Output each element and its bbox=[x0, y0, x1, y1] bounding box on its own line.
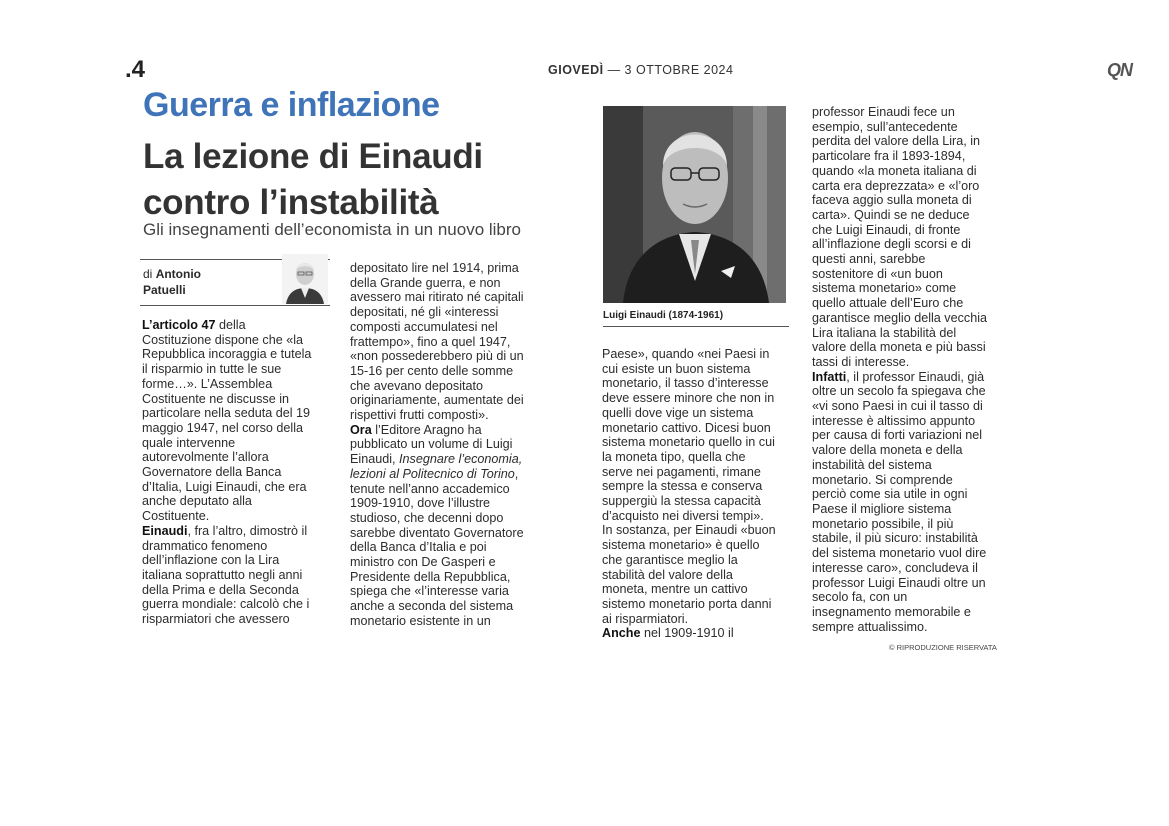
dateline-day: GIOVEDÌ bbox=[548, 63, 604, 77]
col1-text-1: della Costituzione dispone che «la Repubblica incoraggia e tutela il risparmio in tutte le sue forme…». L’Assemblea Costituente ne discusse in particolare nella seduta del 19 maggio 1947, nel corso della quale intervenne autorevolmente l’allora Governatore della Banca d’Italia, Luigi Einaudi, che era anche deputato alla Costituente. bbox=[142, 318, 312, 524]
col4-text-1: professor Einaudi fece un esempio, sull’antecedente perdita del valore della Lira, in particolare fra il 1893-1894, quando «la moneta italiana di carta era deprezzata» e «l’oro faceva aggio sulla moneta di carta». Quindi se ne deduce che Luigi Einaudi, di fronte all’inflazione degli scorsi e di questi anni, sarebbe sostenitore di «un buon sistema monetario» come quello attuale dell’Euro che garantisce meglio della vecchia Lira italiana la stabilità del valore della moneta e più bassi tassi di interesse. bbox=[812, 105, 988, 369]
headline-line-2: contro l’instabilità bbox=[143, 183, 439, 222]
col2-lead: Ora bbox=[350, 422, 372, 437]
article-column-1 bbox=[142, 318, 328, 627]
col1-lead-2: Einaudi bbox=[142, 523, 188, 538]
headline bbox=[143, 134, 583, 226]
kicker: Guerra e inflazione bbox=[143, 86, 440, 124]
col2-text-3: , tenute nell’anno accademico 1909-1910, dove l’illustre studioso, che decenni dopo sarebbe diventato Governatore della Banca d’Italia e poi ministro con De Gasperi e Presidente della Repubblica, spiega che «l’interesse varia anche a seconda del sistema monetario esistente in un bbox=[350, 466, 524, 628]
copyright-notice: © RIPRODUZIONE RISERVATA bbox=[889, 643, 997, 652]
subheadline: Gli insegnamenti dell’economista in un nuovo libro bbox=[143, 220, 521, 239]
col2-book-title: Insegnare l’economia, lezioni al Politecnico di Torino bbox=[350, 452, 523, 481]
col3-lead: Anche bbox=[602, 626, 641, 641]
einaudi-portrait-photo bbox=[603, 106, 786, 303]
dateline bbox=[548, 63, 733, 77]
col2-text-1: depositato lire nel 1914, prima della Grande guerra, e non avessero mai ritirato né capitali depositati, né gli «interessi composti accumulatesi nel frattempo», fino a quel 1947, «non possederebbero più di un 15-16 per cento delle somme che avevano depositato originariamente, aumentate dei rispettivi frutti composti». bbox=[350, 261, 524, 423]
byline-prefix: di bbox=[143, 267, 153, 281]
headline-line-1: La lezione di Einaudi bbox=[143, 137, 483, 176]
photo-caption: Luigi Einaudi (1874-1961) bbox=[603, 310, 724, 321]
col4-lead: Infatti bbox=[812, 369, 847, 384]
article-column-4 bbox=[812, 105, 1007, 634]
byline-first-name: Antonio bbox=[155, 267, 202, 281]
article-column-2 bbox=[350, 261, 540, 629]
col1-lead: L’articolo 47 bbox=[142, 318, 216, 332]
col1-text-2: , fra l’altro, dimostrò il drammatico fenomeno dell’inflazione con la Lira italiana soprattutto negli anni della Prima e della Seconda guerra mondiale: calcolò che i risparmiatori che avessero bbox=[142, 523, 310, 627]
byline bbox=[143, 266, 201, 298]
dateline-date: — 3 OTTOBRE 2024 bbox=[607, 63, 734, 77]
col3-text-2: nel 1909-1910 il bbox=[640, 626, 734, 641]
author-photo bbox=[282, 254, 328, 304]
page-number: .4 bbox=[125, 56, 146, 83]
newspaper-logo: QN bbox=[1107, 60, 1132, 80]
caption-rule bbox=[603, 326, 789, 327]
article-column-3 bbox=[602, 347, 792, 641]
col3-text-1: Paese», quando «nei Paesi in cui esiste un buon sistema monetario, il tasso d’interesse deve essere minore che non in quelli dove vige un sistema monetario cattivo. Dicesi buon sistema monetario quello in cui la moneta tipo, quella che serve nei pagamenti, rimane sempre la stessa e conserva suppergiù la stessa capacità d’acquisto nei diversi tempi». In sostanza, per Einaudi «buon sistema monetario» è quello che garantisce meglio la stabilità del valore della moneta, mentre un cattivo sistemo monetario porta danni ai risparmiatori. bbox=[602, 347, 776, 626]
col2-text-2: l’Editore Aragno ha pubblicato un volume di Luigi Einaudi, bbox=[350, 422, 513, 467]
col4-text-2: , il professor Einaudi, già oltre un secolo fa spiegava che «vi sono Paesi in cui il tasso di interesse è altissimo appunto per causa di forti variazioni nel valore della moneta e della instabilità del sistema monetario. Si comprende perciò come sia utile in ogni Paese il migliore sistema monetario possibile, il più stabile, il più sicuro: instabilità del sistema monetario vuol dire interesse caro», concludeva il professor Luigi Einaudi oltre un secolo fa, con un insegnamento memorabile e sempre attualissimo. bbox=[812, 369, 987, 634]
byline-last-name: Patuelli bbox=[143, 283, 186, 297]
